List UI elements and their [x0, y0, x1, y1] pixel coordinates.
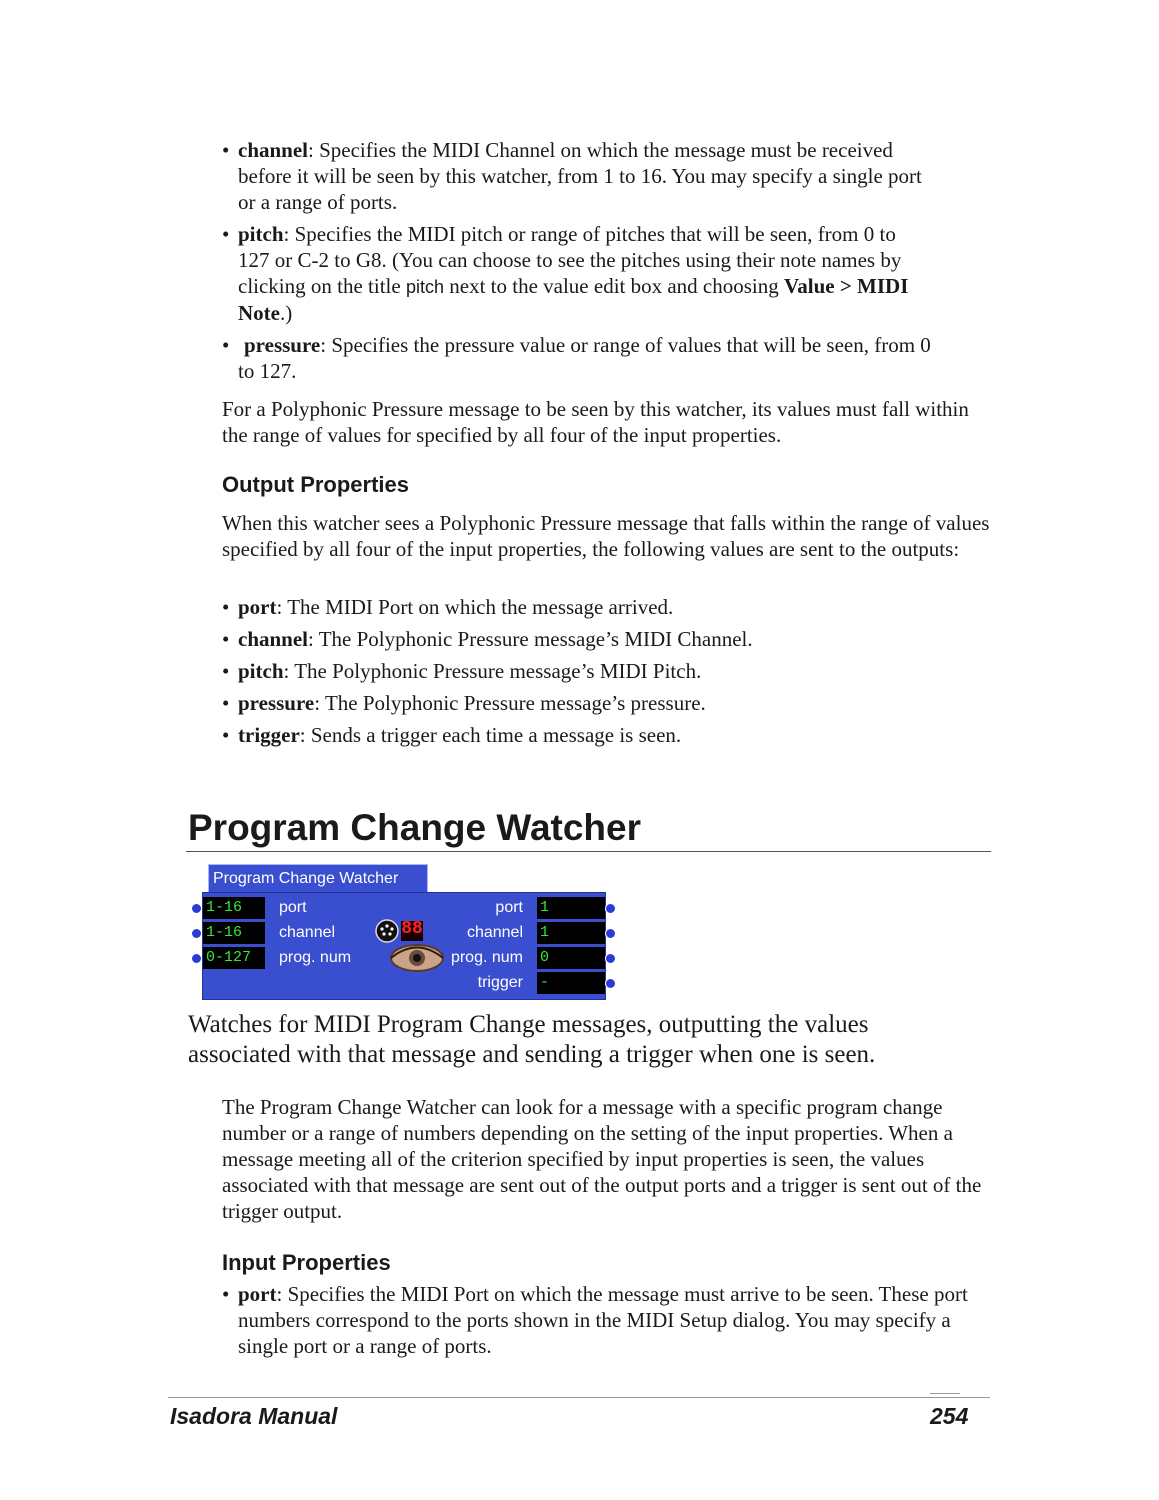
code-pitch: pitch [405, 277, 444, 297]
output-port-value: 1 [537, 897, 605, 919]
term-channel: channel [238, 627, 309, 651]
output-bullet-channel: • channel: The Polyphonic Pressure message’s MIDI Channel. [222, 627, 753, 651]
bullet-text: : Specifies the pressure value or range of values that will be seen, from 0 [320, 333, 931, 357]
bullet-text: : Specifies the MIDI Port on which the message must arrive to be seen. These port numbers correspond to the ports shown in the MIDI Setup dialog. You may specify a single port or a range of ports. [238, 1282, 968, 1358]
bullet-text: to 127. [238, 359, 297, 383]
term-channel: channel [238, 138, 309, 162]
bullet-text: or a range of ports. [238, 190, 398, 214]
bullet-text: 127 or C-2 to G8. (You can choose to see the pitches using their note names by [238, 248, 902, 272]
input-prog-num-label[interactable]: prog. num [279, 949, 352, 966]
menu-path: Value > MIDI [784, 274, 909, 298]
summary-paragraph: Watches for MIDI Program Change messages, outputting the values associated with that message and sending a trigger when one is seen. [188, 1011, 876, 1068]
input-channel-value[interactable]: 1-16 [203, 922, 265, 944]
footer-title: Isadora Manual [170, 1403, 338, 1429]
bullet-text: clicking on the title [238, 274, 406, 298]
term-port: port [238, 595, 277, 619]
output-port-label[interactable]: port [495, 899, 523, 916]
input-bullet-port: • port: Specifies the MIDI Port on which the message must arrive to be seen. These port numbers correspond to the ports shown in the MIDI Setup dialog. You may specify a single port or a range of ports. [222, 1282, 968, 1358]
midi-led-display: 88 [401, 919, 423, 939]
output-bullet-port: • port: The MIDI Port on which the message arrived. [222, 595, 674, 619]
bullet-text: before it will be seen by this watcher, from 1 to 16. You may specify a single port [238, 164, 922, 188]
output-row-trigger [203, 972, 605, 994]
term-pressure: pressure [244, 333, 321, 357]
output-channel-label[interactable]: channel [466, 924, 523, 941]
output-prog-num-connector[interactable] [605, 953, 616, 964]
input-port-connector[interactable] [191, 903, 202, 914]
term-pitch: pitch [238, 222, 284, 246]
bullet-text: : Specifies the MIDI Channel on which the message must be received [308, 138, 893, 162]
output-intro-paragraph: When this watcher sees a Polyphonic Pressure message that falls within the range of values specified by all four of the input properties, the following values are sent to the outputs: [222, 511, 990, 561]
bullet-text: : The Polyphonic Pressure message’s MIDI Channel. [308, 627, 753, 651]
term-pressure: pressure [238, 691, 315, 715]
page-number: 254 [930, 1403, 969, 1429]
bullet-text: : The Polyphonic Pressure message’s pressure. [314, 691, 706, 715]
bullet-text: : Sends a trigger each time a message is seen. [299, 723, 682, 747]
input-port-label[interactable]: port [279, 899, 307, 916]
widget-title[interactable]: Program Change Watcher [208, 864, 428, 894]
output-bullet-pitch: • pitch: The Polyphonic Pressure message’s MIDI Pitch. [222, 659, 702, 683]
input-properties-heading: Input Properties [222, 1250, 391, 1275]
polyphonic-pressure-paragraph: For a Polyphonic Pressure message to be seen by this watcher, its values must fall within the range of values for specified by all four of the input properties. [222, 397, 969, 447]
term-pitch: pitch [238, 659, 284, 683]
output-port-connector[interactable] [605, 903, 616, 914]
bullet-pitch: • pitch: Specifies the MIDI pitch or range of pitches that will be seen, from 0 to 127 or C-2 to G8. (You can choose to see the pitches using their note names by clicking on the title pitch next to the value edit box and choosing Value > MIDI Note.) [222, 222, 909, 325]
bullet-text: : The MIDI Port on which the message arrived. [276, 595, 674, 619]
eye-icon [389, 943, 445, 973]
input-row-port [203, 897, 605, 919]
section-title: Program Change Watcher [188, 807, 641, 848]
input-channel-label[interactable]: channel [279, 924, 336, 941]
bullet-text: : Specifies the MIDI pitch or range of pitches that will be seen, from 0 to [283, 222, 896, 246]
input-prog-num-value[interactable]: 0-127 [203, 947, 265, 969]
output-bullet-pressure: • pressure: The Polyphonic Pressure message’s pressure. [222, 691, 706, 715]
menu-path-end: Note [238, 301, 280, 325]
bullet-channel: • channel: Specifies the MIDI Channel on which the message must be received before it will be seen by this watcher, from 1 to 16. You may specify a single port or a range of ports. [222, 138, 922, 214]
bullet-pressure: • pressure: Specifies the pressure value or range of values that will be seen, from 0 to 127. [222, 332, 992, 384]
output-trigger-label[interactable]: trigger [477, 974, 523, 991]
bullet-text: next to the value edit box and choosing [444, 274, 785, 298]
widget-body [202, 892, 606, 1000]
description-paragraph: The Program Change Watcher can look for a message with a specific program change number or a range of numbers depending on the setting of the input properties. When a message meeting all of the criterion specified by input properties is seen, the values associated with that message are sent out of the output ports and a trigger is sent out of the trigger output. [222, 1095, 982, 1223]
term-port: port [238, 1282, 277, 1306]
input-prog-num-connector[interactable] [191, 953, 202, 964]
input-port-value[interactable]: 1-16 [203, 897, 265, 919]
output-bullet-trigger: • trigger: Sends a trigger each time a message is seen. [222, 723, 682, 747]
term-trigger: trigger [238, 723, 300, 747]
output-trigger-connector[interactable] [605, 978, 616, 989]
output-prog-num-label[interactable]: prog. num [450, 949, 523, 966]
output-properties-heading: Output Properties [222, 472, 410, 497]
output-trigger-value: - [537, 972, 605, 994]
bullet-text: .) [279, 301, 293, 325]
bullet-text: : The Polyphonic Pressure message’s MIDI Pitch. [283, 659, 702, 683]
section-rule [186, 851, 991, 852]
output-channel-connector[interactable] [605, 928, 616, 939]
program-change-watcher-widget[interactable] [190, 864, 620, 1000]
output-prog-num-value: 0 [537, 947, 605, 969]
footer-tick [930, 1393, 960, 1394]
input-channel-connector[interactable] [191, 928, 202, 939]
footer-rule [168, 1397, 990, 1398]
output-channel-value: 1 [537, 922, 605, 944]
